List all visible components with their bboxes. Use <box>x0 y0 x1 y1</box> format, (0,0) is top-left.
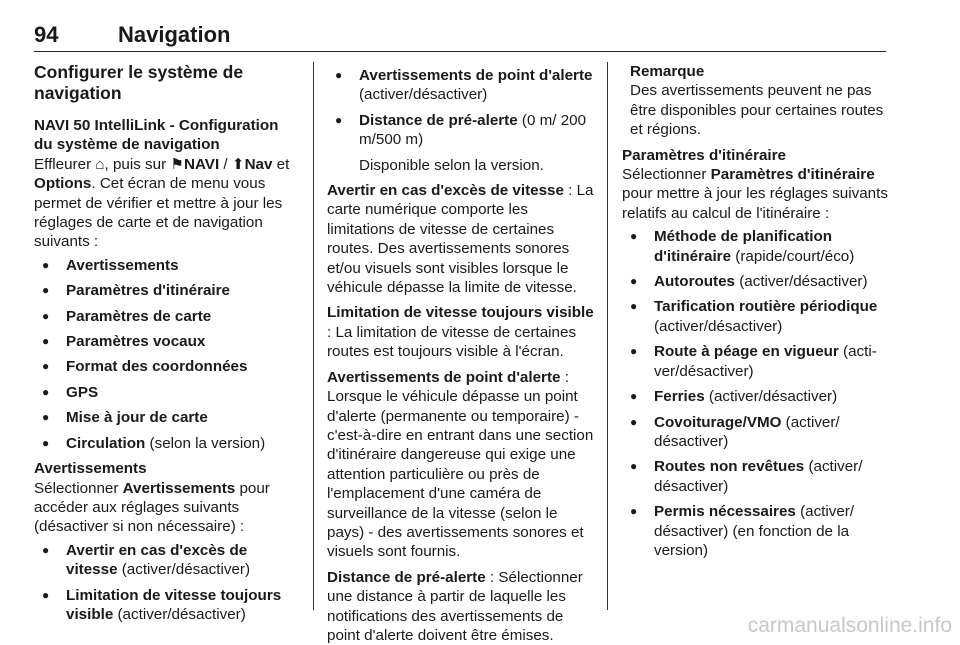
list-item: ● Route à péage en vigueur (acti- ver/désactiver) <box>622 342 890 381</box>
list-item: ● Méthode de planification d'itinéraire (rapide/court/éco) <box>622 227 890 266</box>
header-divider <box>34 51 886 52</box>
list-item: ● Covoiturage/VMO (activer/ désactiver) <box>622 413 890 452</box>
subsection-heading: Avertissements <box>34 460 147 478</box>
settings-list <box>622 227 890 560</box>
list-item: ● Permis nécessaires (activer/ désactiver) (en fonction de la version) <box>622 502 890 560</box>
list-item: ● Avertissements <box>34 256 300 275</box>
page-header <box>34 22 886 52</box>
section-heading: Configurer le système de navigation <box>34 62 244 103</box>
column-divider-1 <box>313 62 314 610</box>
column-1 <box>34 62 300 630</box>
list-item: ● Autoroutes (activer/désactiver) <box>622 272 890 291</box>
home-icon: ⌂ <box>95 155 105 173</box>
list-item: ● Circulation (selon la version) <box>34 434 300 453</box>
list-item: ● Avertissements de point d'alerte (activer/désactiver) <box>327 66 595 105</box>
note-heading: Remarque <box>630 63 705 80</box>
paragraph: Limitation de vitesse toujours visible : La limitation de vitesse de certaines routes est toujours visible à l'écran. <box>327 304 594 361</box>
note-text: Des avertissements peuvent ne pas être disponibles pour certaines routes et régions. <box>630 82 884 139</box>
flag-icon: ⚑ <box>170 155 184 173</box>
list-item: ● Routes non revêtues (activer/ désactiver) <box>622 457 890 496</box>
page-title: Navigation <box>118 22 231 47</box>
version-note: Disponible selon la version. <box>359 156 544 174</box>
list-item: ● Ferries (activer/désactiver) <box>622 387 890 406</box>
column-3 <box>622 62 890 566</box>
list-item: ● Paramètres d'itinéraire <box>34 281 300 300</box>
list-item: ● Format des coordonnées <box>34 357 300 376</box>
intro-paragraph: Effleurer ⌂, puis sur ⚑NAVI / ⬆Nav et Options. Cet écran de menu vous permet de vérifier et mettre à jour les réglages de carte et de navigation suivants : <box>34 155 290 251</box>
arrow-up-icon: ⬆ <box>231 155 245 173</box>
watermark: carmanualsonline.info <box>747 614 952 637</box>
list-item: ● Mise à jour de carte <box>34 408 300 427</box>
list-item: ● Tarification routière périodique (activer/désactiver) <box>622 297 890 336</box>
paragraph: Avertissements de point d'alerte : Lorsque le véhicule dépasse un point d'alerte (permanente ou temporaire) - c'est-à-dire en entrant dans une section d'itinéraire dangereuse qui exige une attention particulière ou près de l'emplacement d'une caméra de surveillance de la vitesse (selon le pays) - des avertissements sonores et visuels sont fournis. <box>327 368 594 561</box>
list-item: ● Limitation de vitesse toujours visible (activer/désactiver) <box>34 586 300 625</box>
settings-list <box>327 66 595 150</box>
paragraph: Sélectionner Paramètres d'itinéraire pour mettre à jour les réglages suivants relatifs au calcul de l'itinéraire : <box>622 166 888 222</box>
column-divider-2 <box>607 62 608 610</box>
list-item: ● Avertir en cas d'excès de vitesse (activer/désactiver) <box>34 541 300 580</box>
paragraph: Avertir en cas d'excès de vitesse : La carte numérique comporte les limitations de vitesse de certaines routes. Des avertissements sonores et/ou visuels sont visibles lorsque le véhicule dépasse la limite de vitesse. <box>327 182 594 297</box>
list-item: ● Paramètres vocaux <box>34 332 300 351</box>
list-item: ● Paramètres de carte <box>34 307 300 326</box>
list-item: ● GPS <box>34 383 300 402</box>
subsection-heading: NAVI 50 IntelliLink - Configuration du système de navigation <box>34 117 279 154</box>
paragraph: Sélectionner Avertissements pour accéder aux réglages suivants (désactiver si non nécessaire) : <box>34 479 270 536</box>
settings-list <box>34 541 300 625</box>
note-box <box>622 62 890 140</box>
subsection-heading: Paramètres d'itinéraire <box>622 146 787 164</box>
menu-list <box>34 256 300 453</box>
page-number: 94 <box>34 22 59 47</box>
paragraph: Distance de pré-alerte : Sélectionner une distance à partir de laquelle les notifications des avertissements de point d'alerte doivent être émises. <box>327 568 583 644</box>
list-item: ● Distance de pré-alerte (0 m/ 200 m/500 m) <box>327 111 595 150</box>
column-2 <box>327 62 595 645</box>
